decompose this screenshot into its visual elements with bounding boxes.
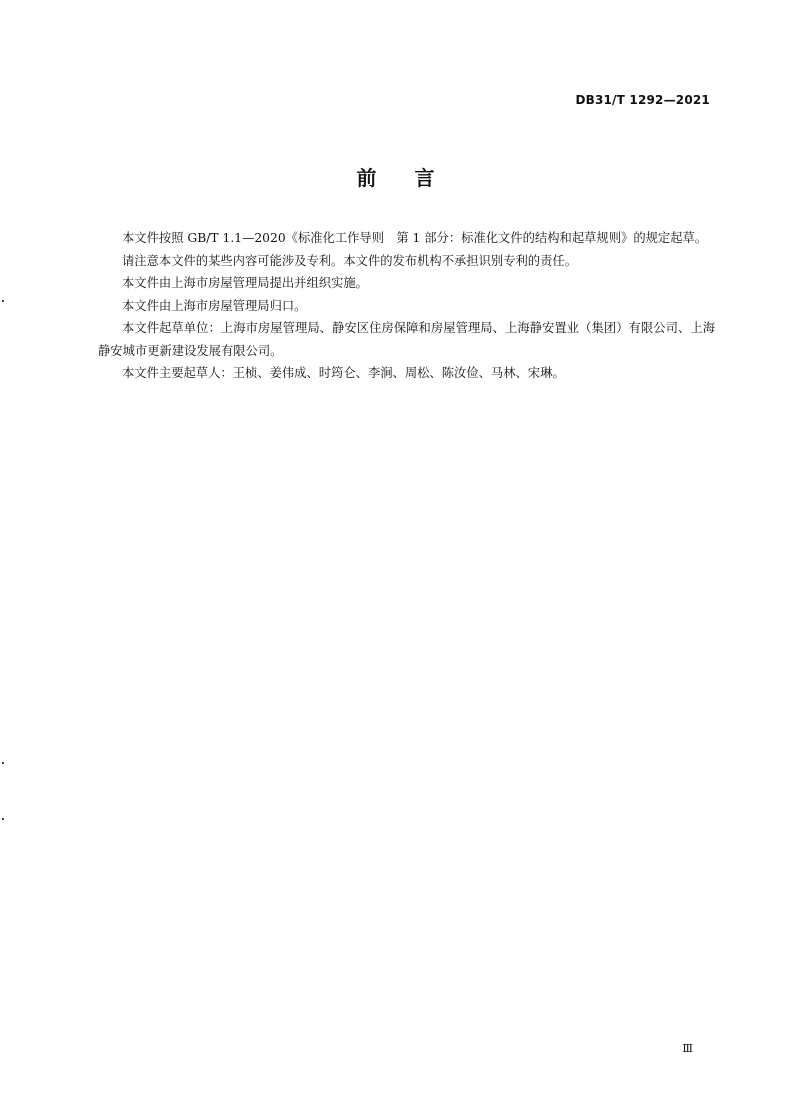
- paragraph-patent-notice: 请注意本文件的某些内容可能涉及专利。本文件的发布机构不承担识别专利的责任。: [122, 253, 577, 268]
- paragraph-administrator: 本文件由上海市房屋管理局归口。: [122, 298, 307, 313]
- paragraph-main-drafters: 本文件主要起草人：王桢、姜伟成、时筠仑、李涧、周松、陈汝俭、马林、宋琳。: [122, 366, 565, 380]
- page-title: 前言: [356, 166, 473, 190]
- margin-mark: [2, 762, 4, 764]
- paragraph-drafting-rules: 本文件按照 GB/T 1.1—2020《标准化工作导则 第 1 部分：标准化文件的结构和起草规则》的规定起草。: [122, 231, 708, 245]
- margin-mark: [2, 818, 4, 820]
- standard-code: DB31/T 1292—2021: [575, 93, 710, 107]
- foreword-body: [98, 227, 715, 385]
- paragraph-drafting-units: 本文件起草单位：上海市房屋管理局、静安区住房保障和房屋管理局、上海静安置业（集团）有限公司、上海静安城市更新建设发展有限公司。: [98, 321, 715, 358]
- page-number: Ⅲ: [682, 1042, 693, 1055]
- margin-mark: [2, 300, 4, 302]
- paragraph-proposer: 本文件由上海市房屋管理局提出并组织实施。: [122, 276, 368, 290]
